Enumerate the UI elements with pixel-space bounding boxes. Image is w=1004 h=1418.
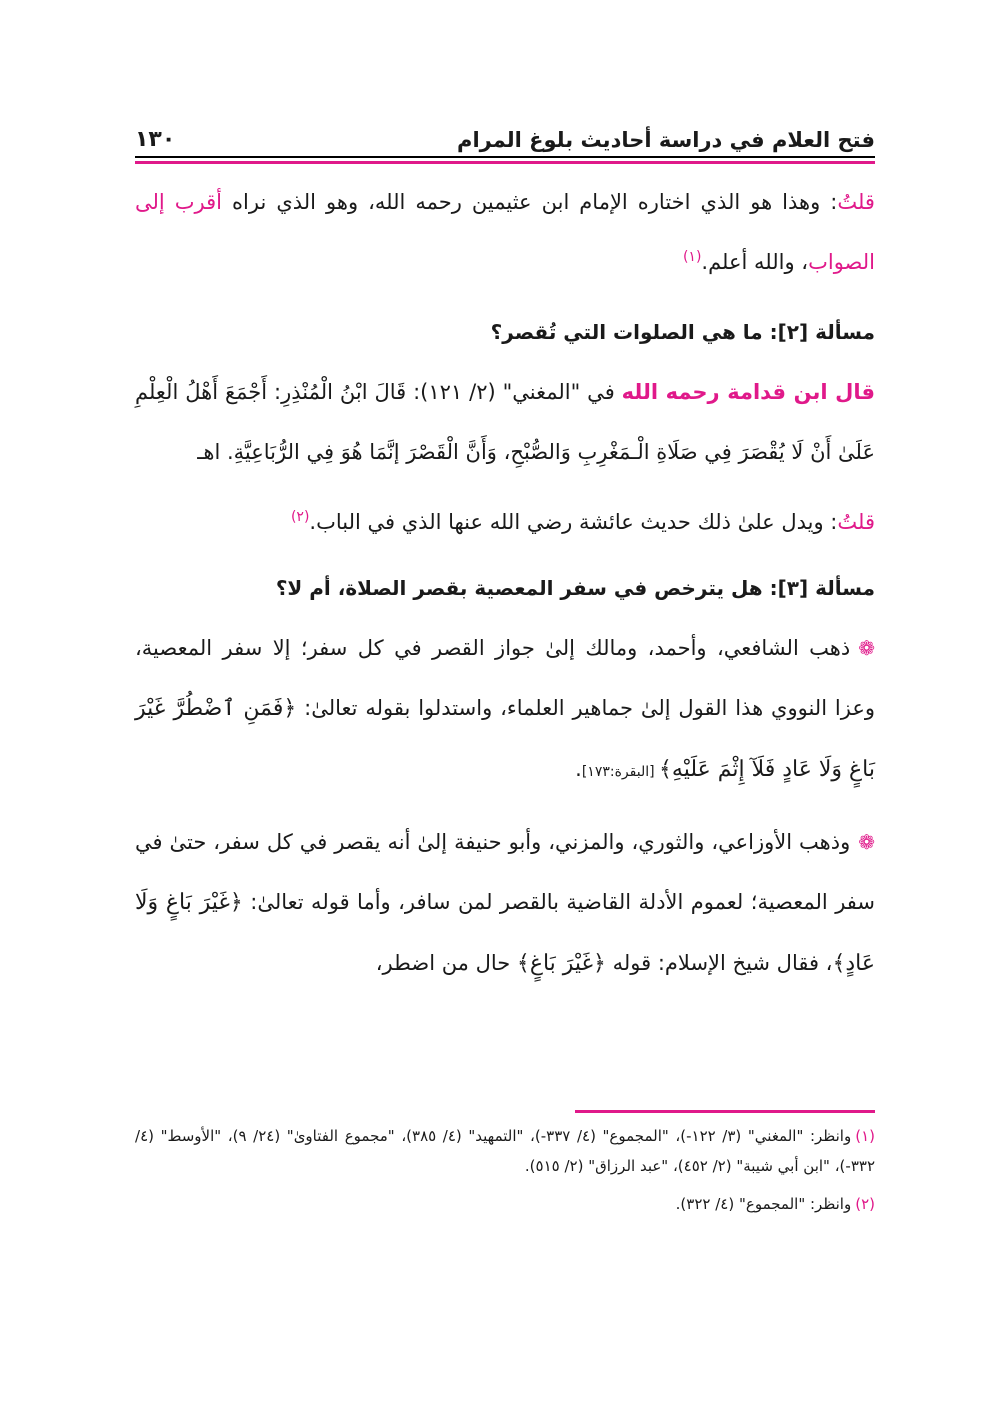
question-2-title: ما هي الصلوات التي تُقصر؟ xyxy=(490,320,770,344)
highlight-text: أقرب إلى الصواب xyxy=(135,190,875,274)
footnote-2 xyxy=(135,1189,875,1219)
footnote-1 xyxy=(135,1121,875,1181)
paragraph-5-end: حال من اضطر، xyxy=(375,951,517,975)
footnotes xyxy=(135,1110,875,1219)
question-3-heading xyxy=(135,558,875,618)
paragraph-5-mid: ، فقال شيخ الإسلام: قوله xyxy=(605,951,833,975)
paragraph-4 xyxy=(135,618,875,802)
paragraph-3-text: : ويدل علىٰ ذلك حديث عائشة رضي الله عنها الذي في الباب. xyxy=(309,510,838,534)
book-page xyxy=(135,110,875,1310)
verse-reference: [البقرة:١٧٣] xyxy=(581,764,660,780)
paragraph-1-text: : وهذا هو الذي اختاره الإمام ابن عثيمين رحمه الله، وهو الذي نراه xyxy=(222,190,838,214)
qult-label: قلتُ xyxy=(837,510,875,534)
footnote-text: وانظر: "المجموع" (٤/ ٣٢٢). xyxy=(675,1195,852,1213)
paragraph-1-end: ، والله أعلم. xyxy=(701,250,809,274)
paragraph-2 xyxy=(135,362,875,482)
paragraph-4-end: . xyxy=(575,757,582,781)
footnote-ref-1[interactable]: (١) xyxy=(682,249,702,265)
page-number: ١٣٠ xyxy=(135,127,176,152)
speaker-name: قال ابن قدامة رحمه الله xyxy=(621,380,875,404)
quran-verse: ﴿غَيْرَ بَاغٍ وَلَا عَادٍ﴾ xyxy=(135,890,875,976)
qult-label: قلتُ xyxy=(837,190,875,214)
paragraph-1 xyxy=(135,172,875,292)
footnote-number: (١) xyxy=(855,1127,875,1145)
footnote-text: وانظر: "المغني" (٣/ ١٢٢-)، "المجموع" (٤/ ٣٣٧-)، "التمهيد" (٤/ ٣٨٥)، "مجموع الفتاوىٰ" (٢٤/ ٩)، "الأوسط" (٤/ ٣٣٢-)، "ابن أبي شيبة" (٢/ ٤٥٢)، "عبد الرزاق" (٢/ ٥١٥). xyxy=(135,1127,875,1175)
flower-bullet-icon: ❁ xyxy=(858,636,875,660)
paragraph-2-text: في "المغني" (٢/ ١٢١): قَالَ ابْنُ الْمُنْذِرِ: أَجْمَعَ أَهْلُ الْعِلْمِ عَلَىٰ أَنْ لَا يُقْصَرَ فِي صَلَاةِ الْـمَغْرِبِ وَالصُّبْحِ، وَأَنَّ الْقَصْرَ إنَّمَا هُوَ فِي الرُّبَاعِيَّةِ. اهـ xyxy=(135,380,875,464)
question-2-heading xyxy=(135,302,875,362)
question-2-label: مسألة [٢]: xyxy=(769,320,875,344)
quran-verse: ﴿غَيْرَ بَاغٍ﴾ xyxy=(516,951,606,976)
question-3-label: مسألة [٣]: xyxy=(769,576,875,600)
flower-bullet-icon: ❁ xyxy=(858,830,875,854)
question-3-title: هل يترخص في سفر المعصية بقصر الصلاة، أم لا؟ xyxy=(275,576,770,600)
page-header xyxy=(135,110,875,158)
paragraph-4-text: ذهب الشافعي، وأحمد، ومالك إلىٰ جواز القصر في كل سفر؛ إلا سفر المعصية، وعزا النووي هذا القول إلىٰ جماهير العلماء، واستدلوا بقوله تعالىٰ: xyxy=(135,636,875,720)
quran-verse: ﴿فَمَنِ ٱضْطُرَّ غَيْرَ بَاغٍ وَلَا عَادٍ فَلَآ إِثْمَ عَلَيْهِ﴾ xyxy=(135,696,875,782)
paragraph-5 xyxy=(135,812,875,994)
paragraph-5-text: وذهب الأوزاعي، والثوري، والمزني، وأبو حنيفة إلىٰ أنه يقصر في كل سفر، حتىٰ في سفر المعصية؛ لعموم الأدلة القاضية بالقصر لمن سافر، وأما قوله تعالىٰ: xyxy=(135,830,875,914)
paragraph-3 xyxy=(135,492,875,552)
footnote-number: (٢) xyxy=(855,1195,875,1213)
running-title: فتح العلام في دراسة أحاديث بلوغ المرام xyxy=(457,128,875,152)
footnote-divider xyxy=(575,1110,875,1113)
footnote-ref-2[interactable]: (٢) xyxy=(290,509,310,525)
